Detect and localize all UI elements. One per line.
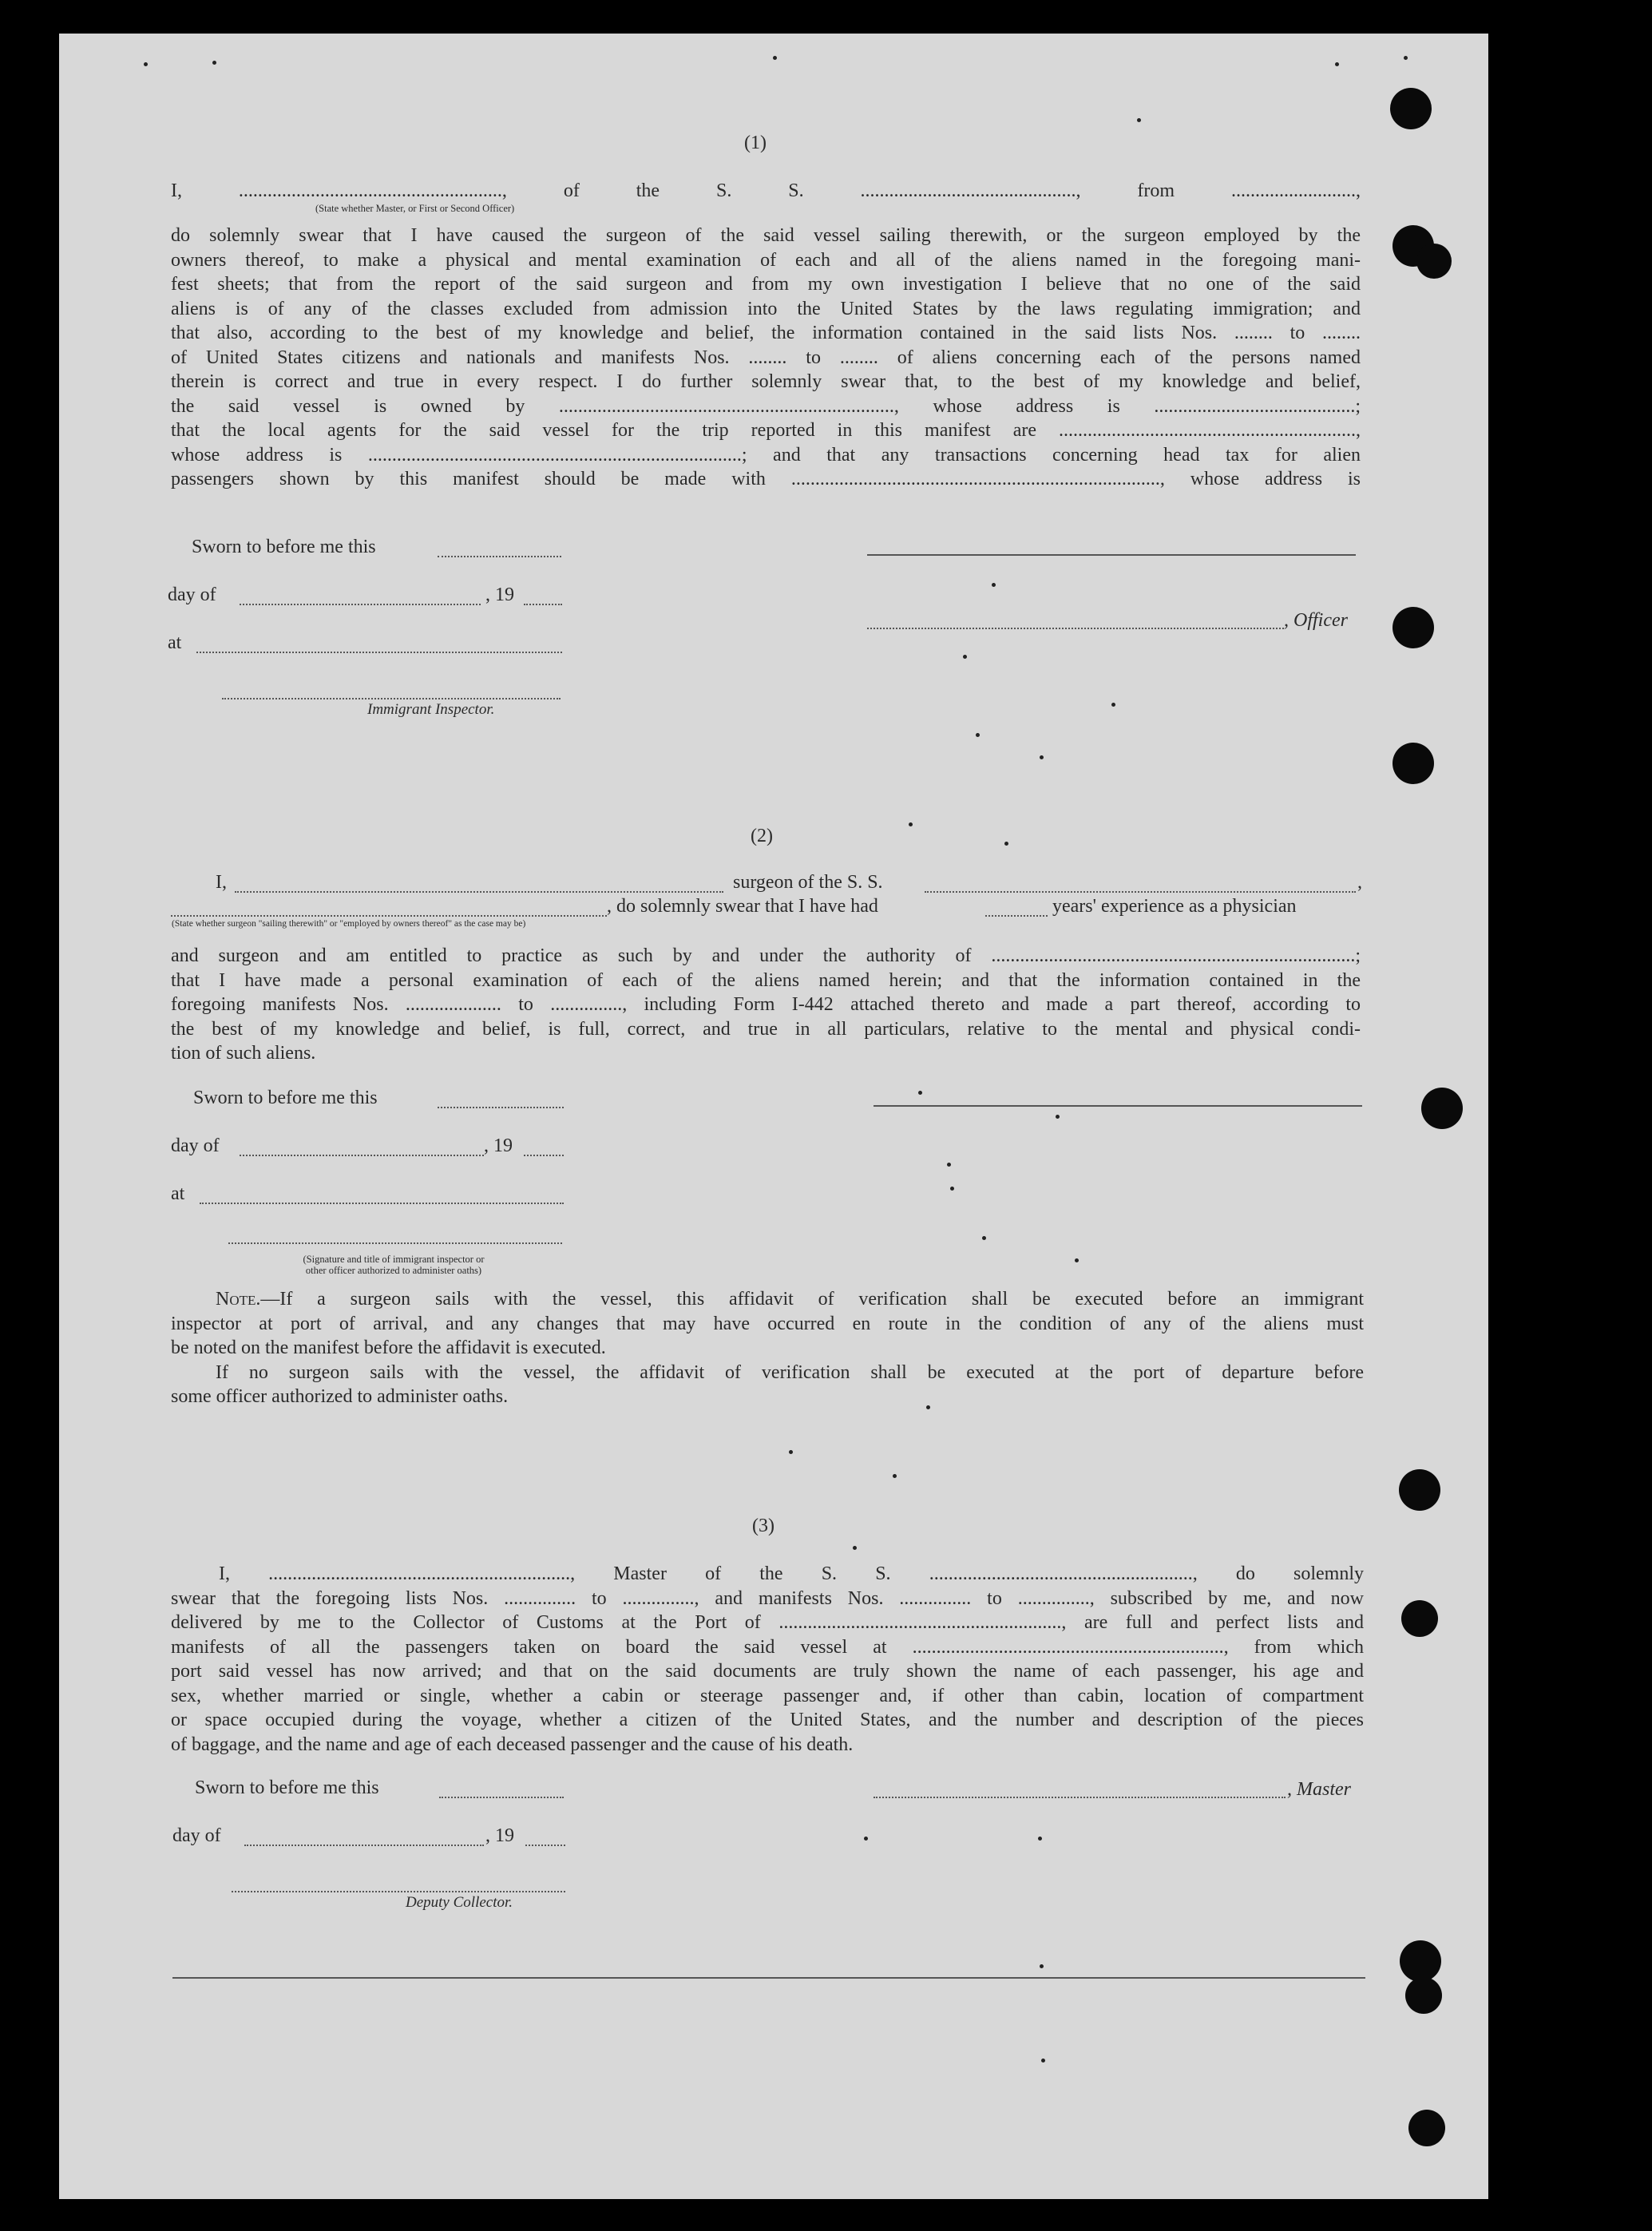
oath-line: foregoing manifests Nos. .................... to ..............., including Form I-442 attached thereto and made a part thereof, according to (171, 994, 1361, 1015)
scan-mark (976, 733, 980, 737)
master-label: , Master (1287, 1779, 1351, 1800)
note-line: inspector at port of arrival, and any changes that may have occurred en route in the condition of any of the aliens must (171, 1313, 1364, 1334)
punch-hole (1393, 743, 1434, 784)
at-blank (196, 652, 562, 653)
years-experience-label: years' experience as a physician (1052, 896, 1297, 917)
year-label: , 19 (485, 584, 514, 605)
section1-oath (171, 224, 1361, 492)
punch-hole (1421, 1088, 1463, 1129)
punch-hole (1390, 88, 1432, 129)
rank-caption: (State whether Master, or First or Second Officer) (315, 203, 515, 214)
oath-line: tion of such aliens. (171, 1043, 316, 1064)
collector-label: Deputy Collector. (406, 1894, 513, 1911)
surgeon-i-label: I, (216, 872, 227, 893)
note-line: some officer authorized to administer oaths. (171, 1386, 509, 1407)
surgeon-name-blank (235, 891, 723, 893)
year-label: , 19 (484, 1135, 513, 1156)
section3-oath (171, 1562, 1364, 1757)
oath-line: fest sheets; that from the report of the said surgeon and from my own investigation I believe that no one of the said (171, 274, 1361, 295)
at-label: at (168, 632, 182, 653)
scan-mark (1137, 118, 1141, 122)
scan-mark (1040, 1964, 1044, 1968)
oath-line: aliens is of any of the classes excluded from admission into the United States by the laws regulating immigration; and (171, 298, 1361, 319)
scan-mark (212, 61, 216, 65)
scan-mark (1041, 2059, 1045, 2063)
oath-line: and surgeon and am entitled to practice as such by and under the authority of ............................................................................; (171, 945, 1361, 966)
surgeon-status-blank (171, 915, 607, 917)
section1-opening (171, 179, 1361, 204)
punch-hole (1408, 2110, 1445, 2146)
oath-line: delivered by me to the Collector of Customs at the Port of ..........................................................., are full and perfect lists and (171, 1612, 1364, 1633)
scan-mark (853, 1546, 857, 1550)
day-of-label: day of (172, 1825, 221, 1846)
oath-line: or space occupied during the voyage, whether a citizen of the United States, and the number and description of the pieces (171, 1710, 1364, 1730)
scan-mark (864, 1837, 868, 1841)
scan-mark (1040, 755, 1044, 759)
oath-line: manifests of all the passengers taken on board the said vessel at ................................................................., from which (171, 1636, 1364, 1658)
scan-mark (773, 56, 777, 60)
at-blank (200, 1203, 564, 1204)
oath-line: of United States citizens and nationals and manifests Nos. ........ to ........ of aliens concerning each of the persons named (171, 347, 1361, 368)
opening-line: I, ......................................................., of the S. S. ............................................., from .........................., (171, 180, 1361, 201)
oath-line: that the local agents for the said vessel for the trip reported in this manifest are .............................................................., (171, 420, 1361, 441)
oath-line: the best of my knowledge and belief, is full, correct, and true in all particulars, relative to the mental and physical condi- (171, 1018, 1361, 1040)
inspector-signature-line (222, 698, 561, 699)
day-blank (240, 1155, 484, 1156)
at-label: at (171, 1183, 185, 1204)
officer-blank (867, 628, 1284, 629)
punch-hole (1405, 1977, 1442, 2014)
witness-signature-line (874, 1105, 1362, 1107)
oath-line: that I have made a personal examination of each of the aliens named herein; and that the information contained in the (171, 969, 1361, 991)
solemnly-swear-label: , do solemnly swear that I have had (607, 896, 878, 917)
note-line: If no surgeon sails with the vessel, the affidavit of verification shall be executed at the port of departure before (216, 1361, 1364, 1383)
punch-hole (1399, 1469, 1440, 1511)
scan-mark (893, 1474, 897, 1478)
oath-line: owners thereof, to make a physical and mental examination of each and all of the aliens named in the foregoing mani- (171, 249, 1361, 271)
day-blank (244, 1845, 484, 1846)
year-blank (525, 1845, 565, 1846)
scan-mark (963, 655, 967, 659)
sworn-label: Sworn to before me this (192, 537, 376, 557)
note-line: Note.—If a surgeon sails with the vessel, this affidavit of verification shall be executed before an immigrant (216, 1289, 1364, 1310)
section2-oath (171, 944, 1361, 1066)
scan-mark (909, 822, 913, 826)
oath-line: swear that the foregoing lists Nos. ............... to ..............., and manifests Nos. ............... to ..............., subscribed by me, and now (171, 1587, 1364, 1609)
oath-line: the said vessel is owned by ......................................................................, whose address is ..........................................; (171, 395, 1361, 417)
collector-signature-line (232, 1891, 565, 1892)
comma: , (1357, 872, 1362, 893)
officer-label: , Officer (1284, 610, 1348, 631)
scan-mark (1075, 1258, 1079, 1262)
scan-mark (947, 1163, 951, 1167)
scan-mark (918, 1091, 922, 1095)
year-blank (524, 604, 562, 605)
ship-name-blank (925, 891, 1356, 893)
sworn-label: Sworn to before me this (195, 1777, 379, 1798)
scan-mark (982, 1236, 986, 1240)
scan-mark (789, 1450, 793, 1454)
oath-line: that also, according to the best of my knowledge and belief, the information contained in the said lists Nos. ........ to ........ (171, 323, 1361, 343)
master-signature-line (874, 1797, 1286, 1798)
oath-line: port said vessel has now arrived; and that on the said documents are truly shown the name of each passenger, his age and (171, 1661, 1364, 1682)
day-blank (240, 604, 481, 605)
oath-line: whose address is ..............................................................................; and that any transactions concerning head tax for alien (171, 444, 1361, 466)
scan-mark (1404, 56, 1408, 60)
scan-mark (1335, 62, 1339, 66)
scan-mark (992, 583, 996, 587)
section-number: (3) (752, 1516, 774, 1536)
punch-hole (1401, 1600, 1438, 1637)
oath-line: of baggage, and the name and age of each deceased passenger and the cause of his death. (171, 1734, 854, 1755)
year-blank (524, 1155, 564, 1156)
inspector-label: Immigrant Inspector. (367, 701, 495, 718)
officer-signature-line (867, 554, 1356, 556)
oath-line: do solemnly swear that I have caused the surgeon of the said vessel sailing therewith, or the surgeon employed by the (171, 225, 1361, 246)
sworn-label: Sworn to before me this (193, 1088, 378, 1108)
scan-mark (1056, 1115, 1060, 1119)
section-number: (2) (751, 826, 773, 846)
day-of-label: day of (171, 1135, 220, 1156)
bottom-rule (172, 1977, 1365, 1979)
scan-mark (1111, 703, 1115, 707)
punch-hole (1416, 244, 1452, 279)
oath-line: therein is correct and true in every respect. I do further solemnly swear that, to the best of my knowledge and belief, (171, 371, 1361, 392)
day-of-label: day of (168, 584, 216, 605)
signature-line (228, 1242, 562, 1244)
scan-mark (144, 62, 148, 66)
years-blank (985, 915, 1048, 917)
scan-mark (926, 1405, 930, 1409)
sworn-blank (438, 1107, 564, 1108)
year-label: , 19 (485, 1825, 514, 1846)
scan-mark (950, 1187, 954, 1191)
signature-caption: other officer authorized to administer oaths) (305, 1265, 482, 1276)
sworn-blank (438, 556, 561, 557)
oath-line: passengers shown by this manifest should be made with ............................................................................., whose address is (171, 469, 1361, 489)
sworn-blank (439, 1797, 564, 1798)
note-line: be noted on the manifest before the affidavit is executed. (171, 1337, 606, 1358)
section-number: (1) (744, 133, 767, 153)
note-block (171, 1287, 1364, 1409)
scan-mark (1004, 842, 1008, 846)
scan-mark (1038, 1837, 1042, 1841)
surgeon-status-caption: (State whether surgeon "sailing therewith" or "employed by owners thereof" as the case may be) (172, 919, 526, 929)
oath-line: sex, whether married or single, whether a cabin or steerage passenger and, if other than cabin, location of compartment (171, 1685, 1364, 1706)
oath-line: I, ..............................................................., Master of the S. S. ......................................................., do solemnly (219, 1563, 1364, 1584)
signature-caption: (Signature and title of immigrant inspector or (303, 1254, 485, 1265)
surgeon-of-ss-label: surgeon of the S. S. (733, 872, 883, 893)
punch-hole (1393, 607, 1434, 648)
punch-hole (1400, 1940, 1441, 1982)
